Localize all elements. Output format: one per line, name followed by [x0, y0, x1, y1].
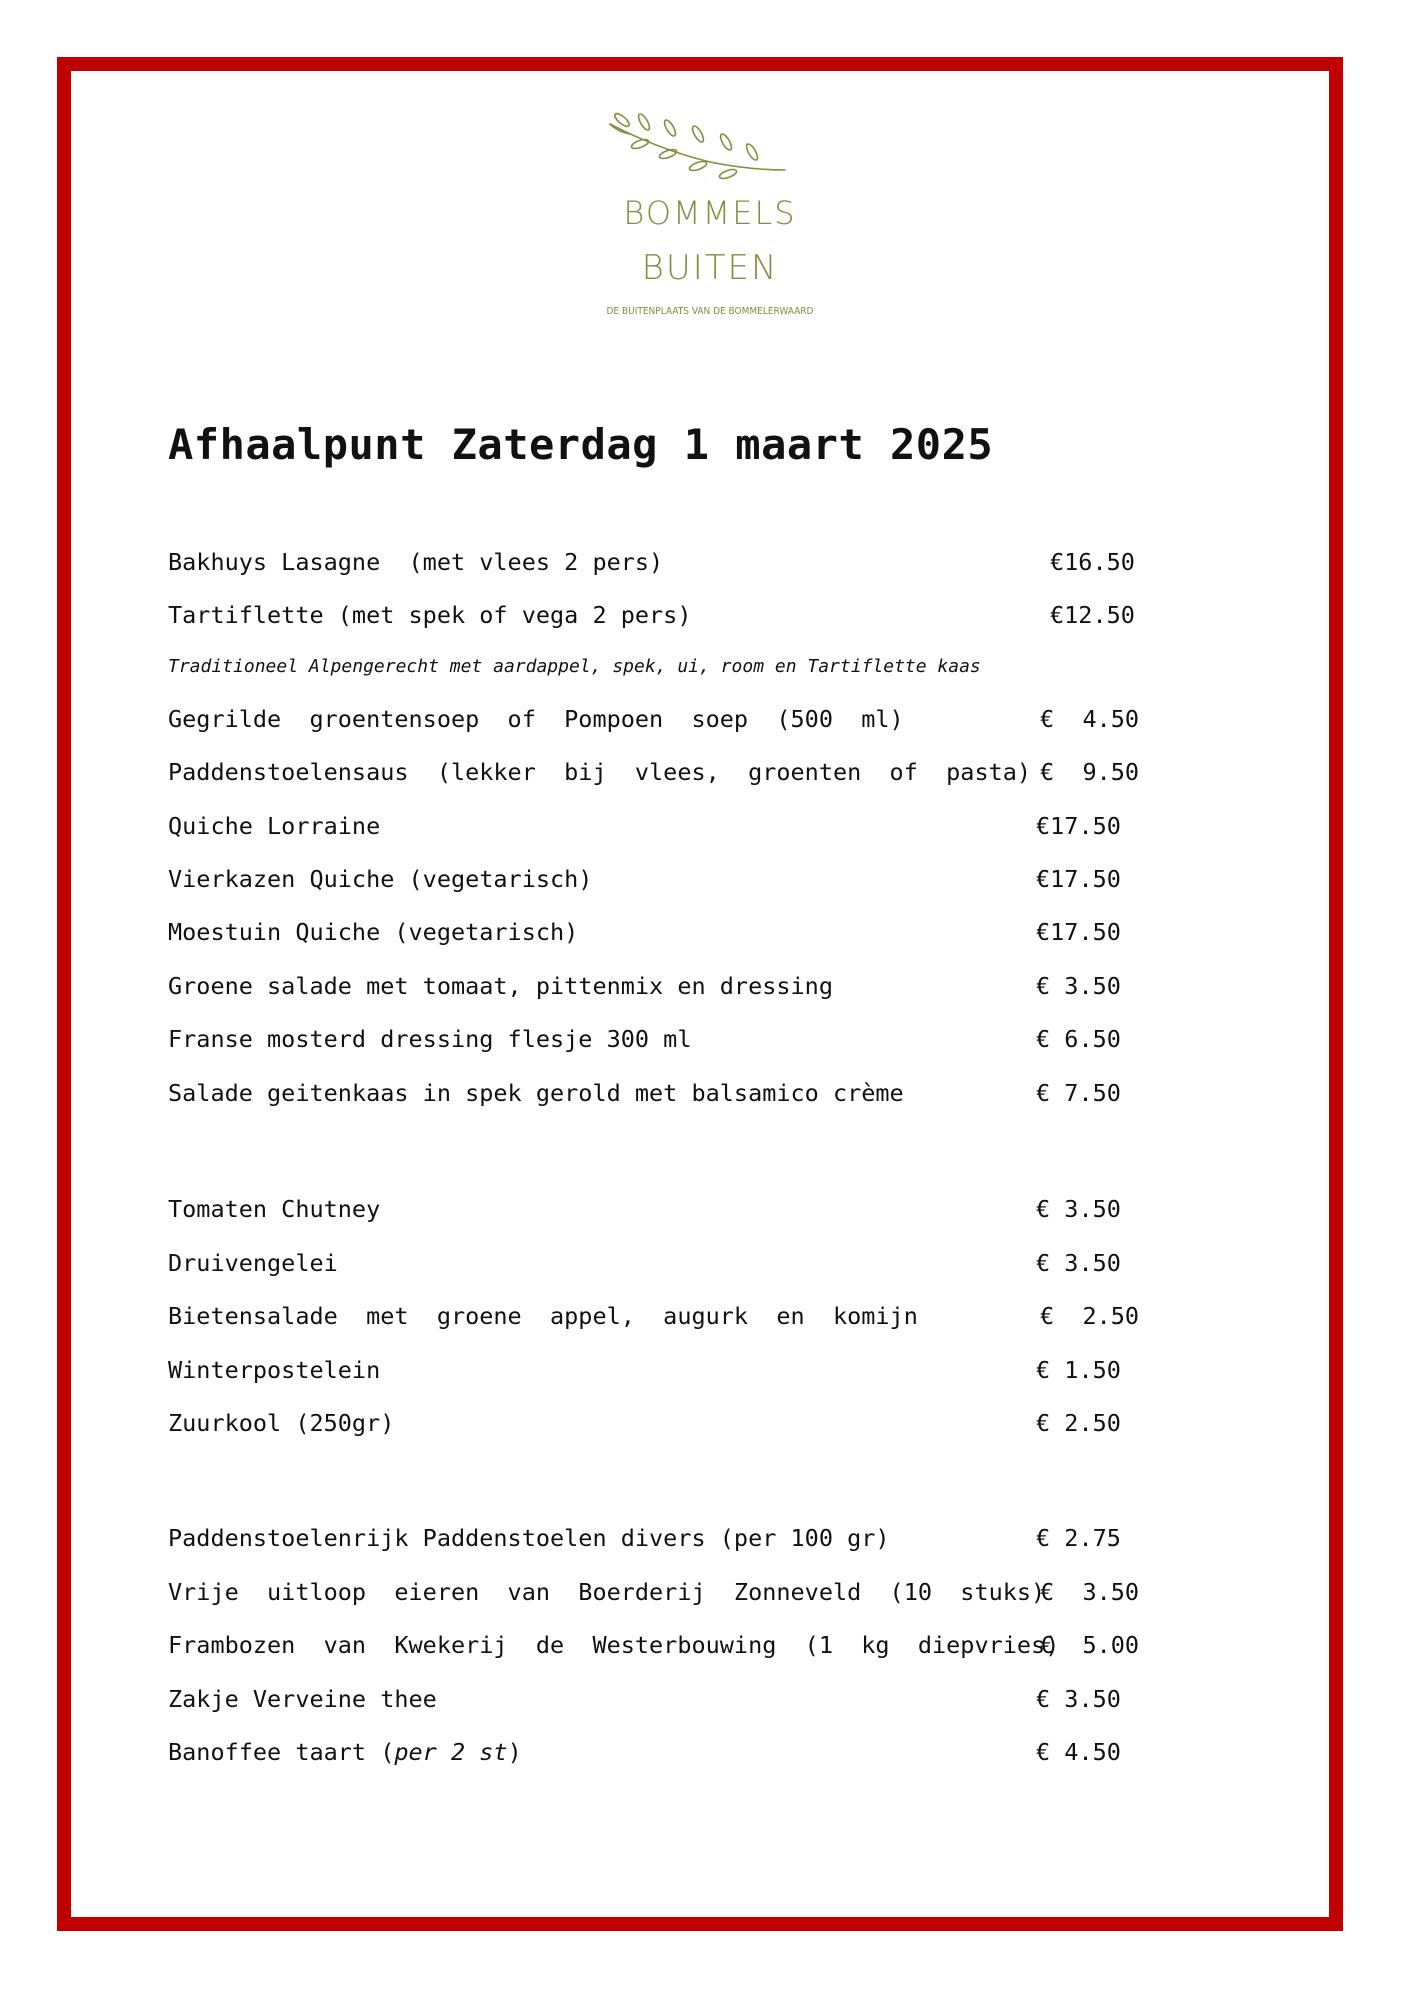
menu-item-price: € 4.50 — [1040, 705, 1140, 733]
menu-item-price: € 3.50 — [1036, 972, 1121, 1000]
page-title: Afhaalpunt Zaterdag 1 maart 2025 — [168, 420, 994, 469]
menu-item-name: Tomaten Chutney — [168, 1195, 381, 1223]
menu-item-price: €16.50 — [1050, 548, 1135, 576]
menu-item-name: Banoffee taart (per 2 st) — [168, 1738, 522, 1766]
tartiflette-description: Traditioneel Alpengerecht met aardappel, spek, ui, room en Tartiflette kaas — [168, 656, 981, 677]
menu-item-price: € 3.50 — [1036, 1685, 1121, 1713]
menu-item-name: Paddenstoelensaus (lekker bij vlees, groenten of pasta) — [168, 758, 1032, 786]
menu-item-name: Moestuin Quiche (vegetarisch) — [168, 918, 579, 946]
menu-item-name: Frambozen van Kwekerij de Westerbouwing (1 kg diepvries) — [168, 1631, 1060, 1659]
menu-item-price: € 5.00 — [1040, 1631, 1140, 1659]
menu-item-price: € 3.50 — [1036, 1249, 1121, 1277]
menu-item-name: Tartiflette (met spek of vega 2 pers) — [168, 601, 692, 629]
menu-item-price: € 2.75 — [1036, 1524, 1121, 1552]
menu-item-name: Groene salade met tomaat, pittenmix en dressing — [168, 972, 833, 1000]
menu-item-price: € 3.50 — [1036, 1195, 1121, 1223]
menu-item-name: Paddenstoelenrijk Paddenstoelen divers (per 100 gr) — [168, 1524, 890, 1552]
menu-item-price: €17.50 — [1036, 812, 1121, 840]
olive-branch-icon — [600, 110, 820, 190]
menu-item-price: € 9.50 — [1040, 758, 1140, 786]
logo-text-line2: BUITEN — [641, 248, 779, 288]
menu-item-name: Quiche Lorraine — [168, 812, 381, 840]
logo-tagline: DE BUITENPLAATS VAN DE BOMMELERWAARD — [606, 306, 814, 317]
menu-item-name: Winterpostelein — [168, 1356, 381, 1384]
menu-item-price: € 7.50 — [1036, 1079, 1121, 1107]
menu-item-name: Bakhuys Lasagne (met vlees 2 pers) — [168, 548, 664, 576]
menu-item-price: € 6.50 — [1036, 1025, 1121, 1053]
menu-item-name: Gegrilde groentensoep of Pompoen soep (500 ml) — [168, 705, 904, 733]
menu-item-name: Bietensalade met groene appel, augurk en komijn — [168, 1302, 918, 1330]
menu-item-name: Zuurkool (250gr) — [168, 1409, 395, 1437]
menu-item-price: € 2.50 — [1036, 1409, 1121, 1437]
menu-item-price: € 3.50 — [1040, 1578, 1140, 1606]
logo — [600, 110, 820, 330]
menu-item-price: €17.50 — [1036, 918, 1121, 946]
menu-item-name: Franse mosterd dressing flesje 300 ml — [168, 1025, 692, 1053]
menu-item-price: € 2.50 — [1040, 1302, 1140, 1330]
logo-text-line1: BOMMELS — [623, 194, 797, 232]
menu-item-name: Druivengelei — [168, 1249, 338, 1277]
menu-item-price: €12.50 — [1050, 601, 1135, 629]
menu-item-price: € 4.50 — [1036, 1738, 1121, 1766]
menu-item-price: € 1.50 — [1036, 1356, 1121, 1384]
menu-item-name: Zakje Verveine thee — [168, 1685, 437, 1713]
menu-item-price: €17.50 — [1036, 865, 1121, 893]
menu-item-name: Vrije uitloop eieren van Boerderij Zonneveld (10 stuks) — [168, 1578, 1046, 1606]
menu-item-name: Vierkazen Quiche (vegetarisch) — [168, 865, 593, 893]
menu-item-name: Salade geitenkaas in spek gerold met balsamico crème — [168, 1079, 904, 1107]
